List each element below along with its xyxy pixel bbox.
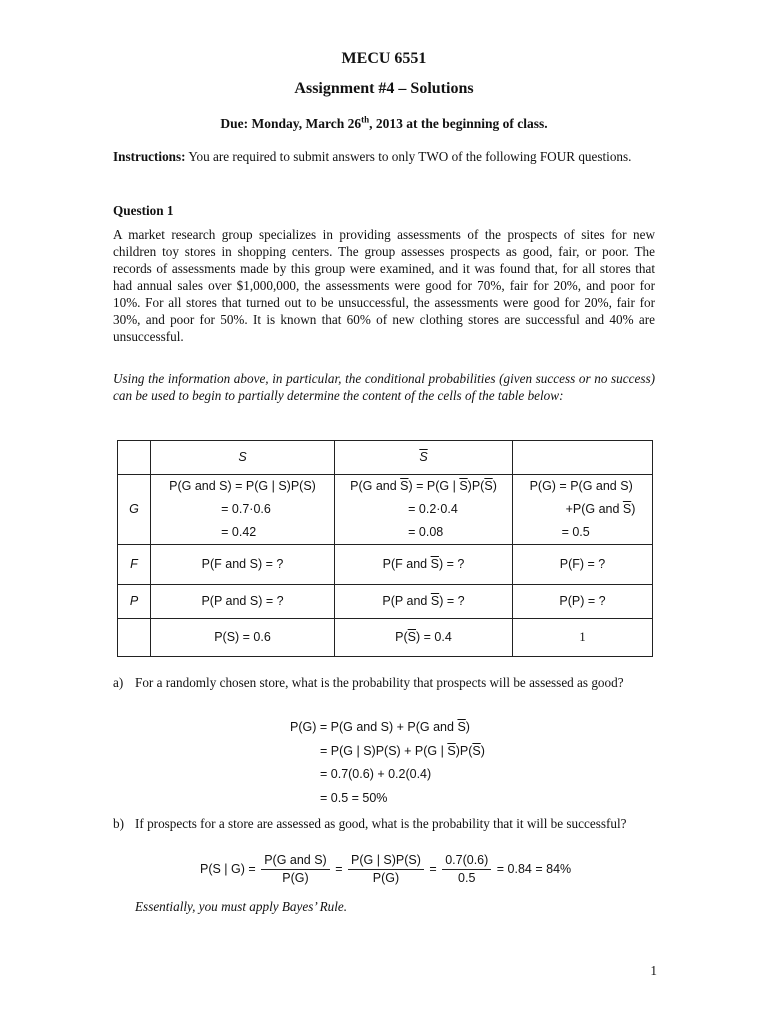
row-label-f: F (118, 545, 151, 585)
row-label-g: G (118, 475, 151, 545)
question-1-note: Using the information above, in particular, the conditional probabilities (given success or no success) can be used to begin to partially determine the content of the cells of the table below: (113, 371, 655, 403)
cell-g-total: P(G) = P(G and S) +P(G and $\overline{S}$) = 0.5 (513, 475, 653, 545)
fraction-3: $\frac{0.7(0.6)}{0.5}$ (442, 852, 491, 887)
table-row-f (118, 545, 653, 585)
cell-f-total: P(F) = ? (513, 545, 653, 585)
cell-p-and-s-bar: P(P and $\overline{S}$) = ? (335, 585, 513, 619)
row-label-p: P (118, 585, 151, 619)
part-a-line-3: = 0.7(0.6) + 0.2(0.4) (320, 767, 432, 781)
course-code: MECU 6551 (341, 50, 427, 67)
table-row-p (118, 585, 653, 619)
cell-g-and-s: P(G and S) = P(G | S)P(S) = 0.7·0.6 = 0.42 (151, 475, 335, 545)
cell-grand-total: 1 (513, 619, 653, 657)
table-row-g (118, 475, 653, 545)
assignment-title: Assignment #4 – Solutions (294, 80, 474, 97)
fraction-1: $\frac{\text{P(G and S)}}{P(G)}$ (261, 852, 330, 887)
page-number: 1 (650, 963, 657, 978)
cell-f-and-s: P(F and S) = ? (151, 545, 335, 585)
due-date: Due: Monday, March 26th, 2013 at the beginning of class. (220, 114, 548, 131)
header-s: S (151, 441, 335, 475)
part-a-solution (290, 716, 485, 810)
table-cell-empty (118, 619, 151, 657)
table-row-totals (118, 619, 653, 657)
cell-g-and-s-bar: P(G and $\overline{S}) = P(G$ | $\overline{S})P(\overline{S})$ = 0.2·0.4 = 0.08 (335, 475, 513, 545)
part-a-marker: a) (113, 675, 124, 690)
question-1-body: A market research group specializes in providing assessments of the prospects of sites for new children toy stores in shopping centers. The group assesses prospects as good, fair, or poor. The records of assessments made by this group were examined, and it was found that, for all stores that had annual sales over $1,000,000, the assessments were good for 70%, fair for 20%, and poor for 10%. For all stores that turned out to be unsuccessful, the assessments were good for 20%, fair for 30%, and poor for 50%. It is known that 60% of new clothing stores are successful and 40% are unsuccessful. (113, 227, 655, 344)
fraction-2: $\frac{P(G | S)P(S)}{P(G)}$ (348, 852, 424, 887)
cell-f-and-s-bar: P(F and $\overline{S}$) = ? (335, 545, 513, 585)
instructions (113, 148, 655, 165)
probability-table (117, 440, 653, 657)
part-b-solution: P(S | G) = $\frac{\text{P(G and S)}}{P(G)}$ = $\frac{P(G | S)P(S)}{P(G)}$ = $\frac{0.7(0.6)}{0.5}$ = 0.84 = 84% (200, 853, 572, 885)
instructions-text: You are required to submit answers to only TWO of the following FOUR questions. (185, 149, 632, 164)
cell-p-s: P(S) = 0.6 (151, 619, 335, 657)
part-b-question: If prospects for a store are assessed as good, what is the probability that it will be successful? (135, 816, 627, 831)
header-s-bar: $\overline{S}$ (335, 441, 513, 475)
question-1-heading: Question 1 (113, 203, 174, 218)
table-cell-empty (513, 441, 653, 475)
part-b-marker: b) (113, 816, 124, 831)
bayes-note: Essentially, you must apply Bayes’ Rule. (135, 899, 348, 914)
part-a-line-4: = 0.5 = 50% (320, 790, 388, 805)
cell-p-total: P(P) = ? (513, 585, 653, 619)
instructions-label: Instructions: (113, 149, 186, 164)
part-a-line-1: P(G) = P(G and S) + P(G and $\overline{S}$) (290, 720, 470, 734)
table-row-header (118, 441, 653, 475)
part-a-question: For a randomly chosen store, what is the probability that prospects will be assessed as good? (135, 675, 624, 690)
cell-p-s-bar: $P(\overline{S}) = 0.4$ (335, 619, 513, 657)
cell-p-and-s: P(P and S) = ? (151, 585, 335, 619)
part-a-line-2: = P(G | S)P(S) + P(G | $\overline{S})P(\overline{S})$ (320, 743, 485, 758)
table-cell-empty (118, 441, 151, 475)
